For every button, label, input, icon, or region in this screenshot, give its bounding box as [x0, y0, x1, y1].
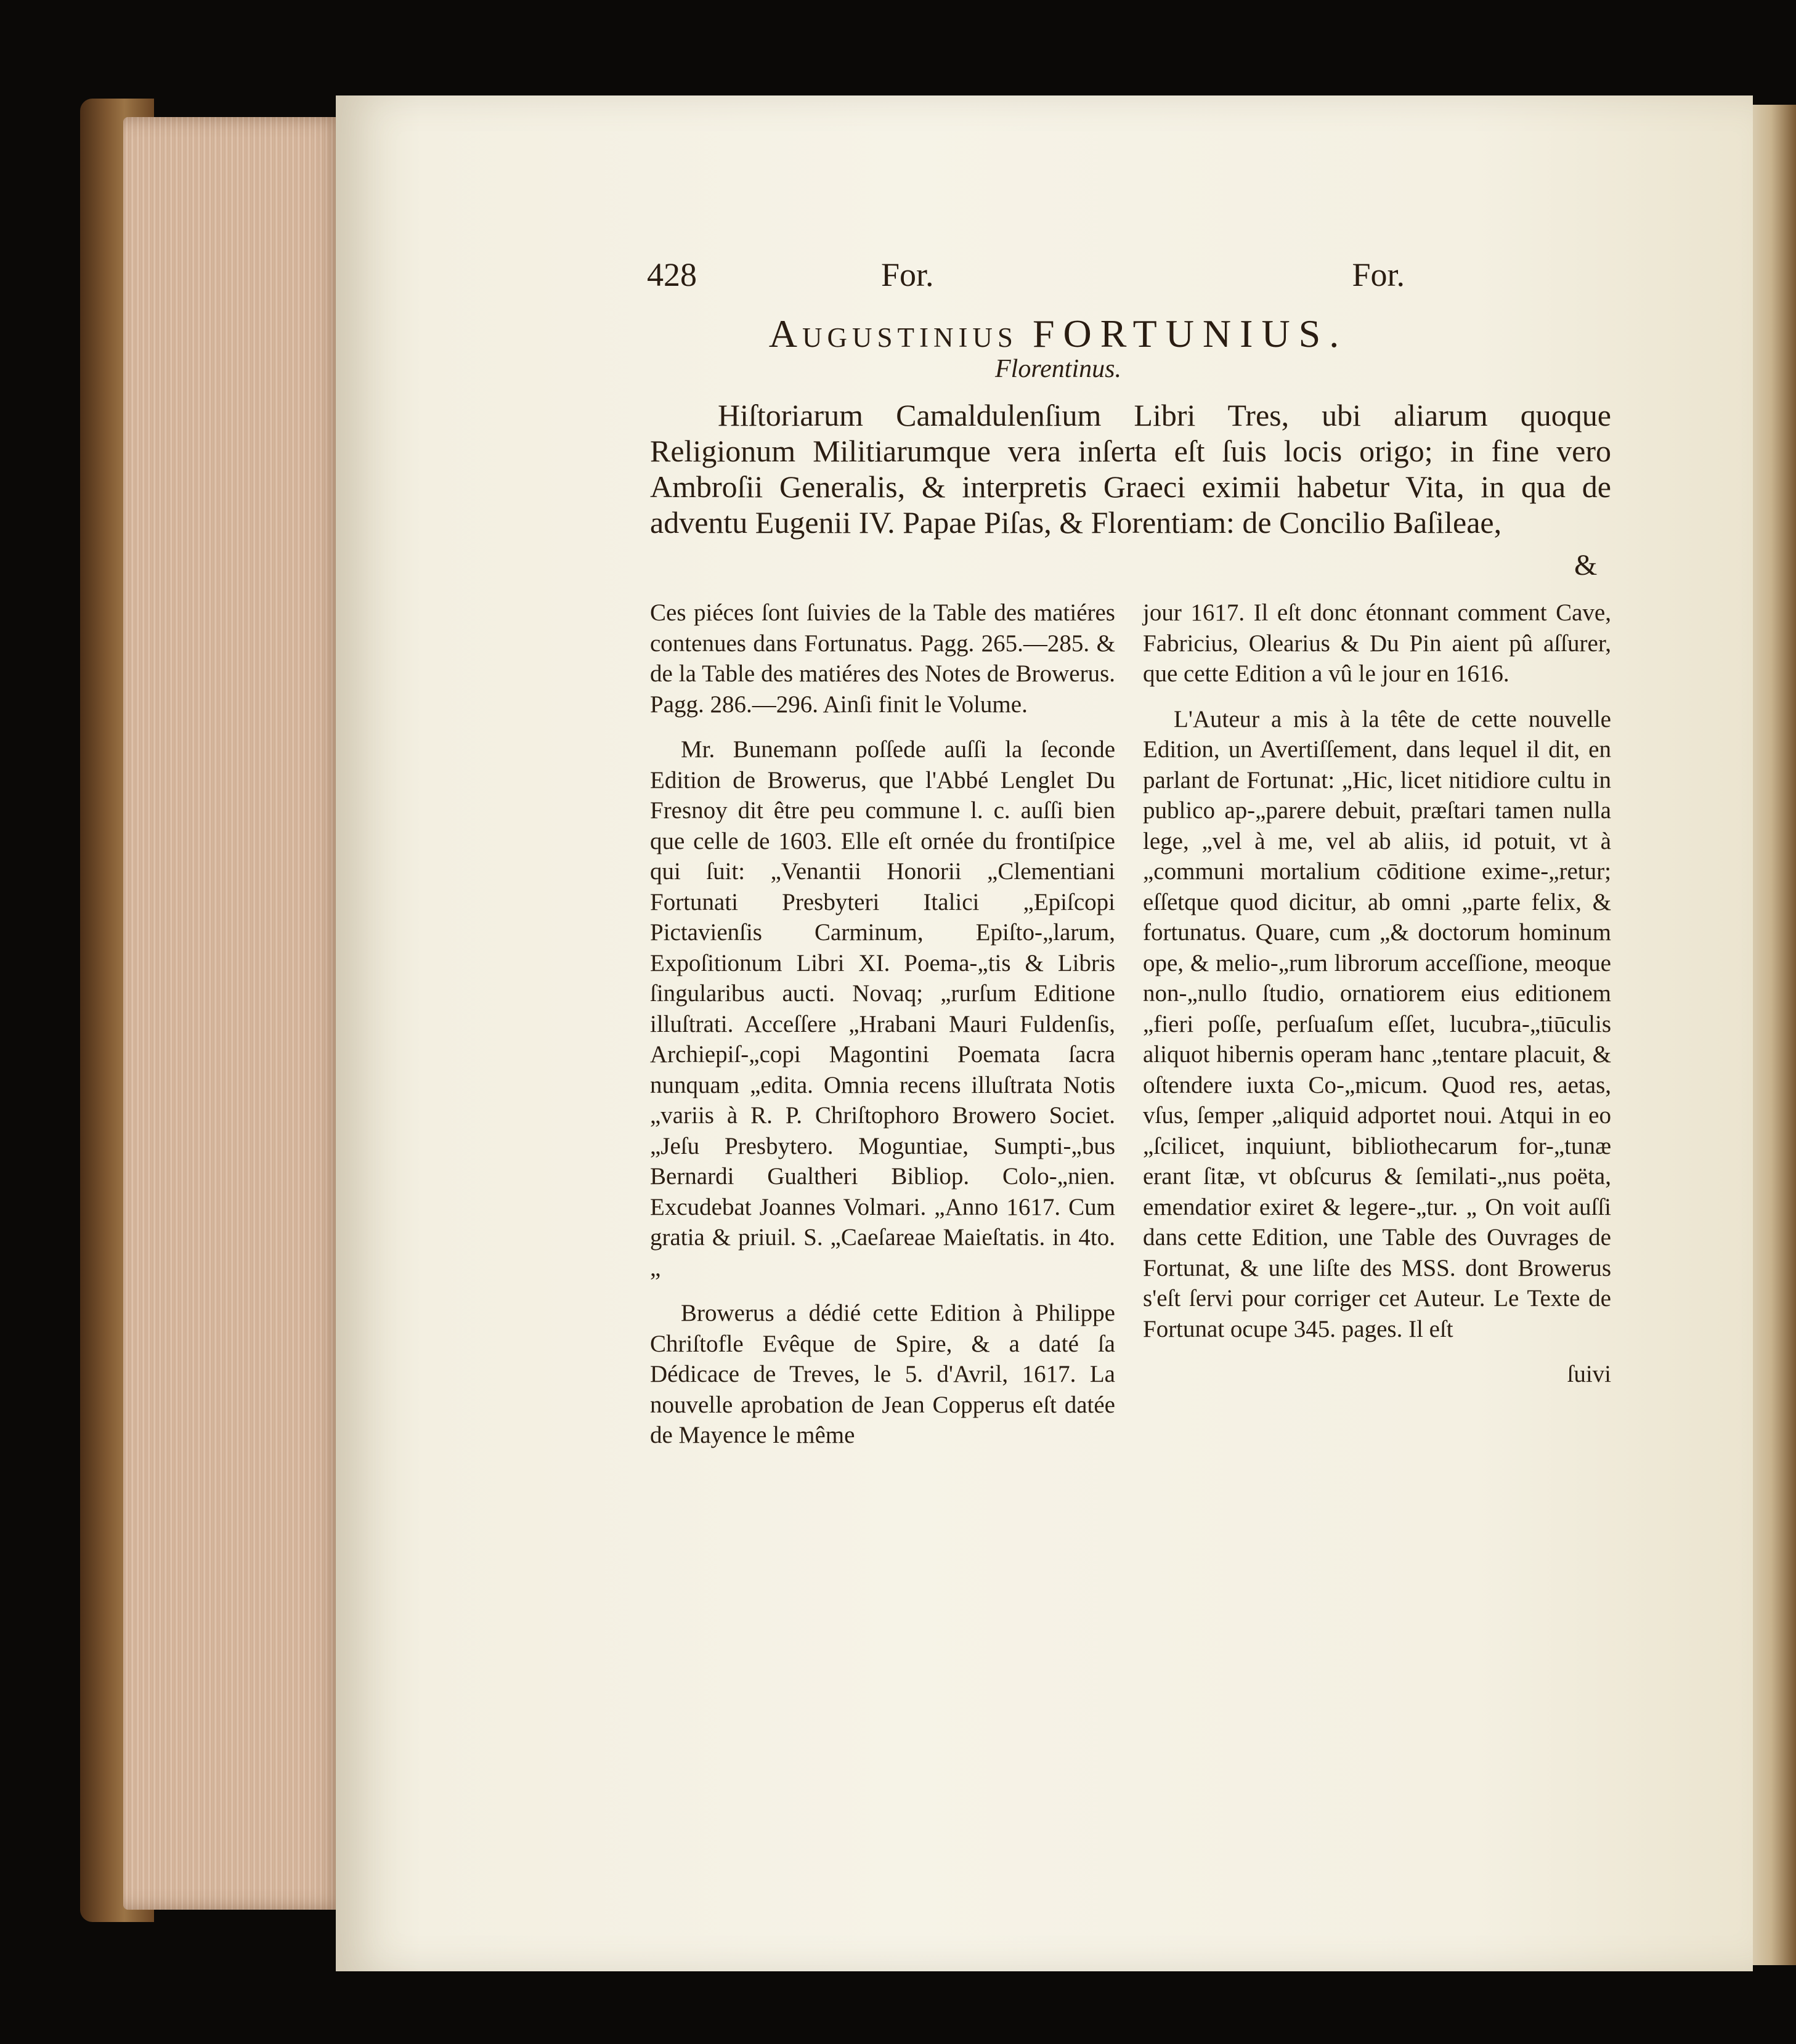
author-first-name: Augustinius	[768, 312, 1018, 355]
running-header	[647, 256, 1405, 305]
right-paragraph-2: L'Auteur a mis à la tête de cette nouvelle Edition, un Avertiſſement, dans lequel il dit, en parlant de Fortunat: „Hic, licet nitidiore cultu in publico ap-„parere debuit, præſtari tamen nulla lege, „vel à me, vel ab aliis, id potuit, vt à „communi mortalium cōditione exime-„retur; eſſetque quod dicitur, ab omni „parte felix, & fortunatus. Quare, cum „& doctorum hominum ope, & melio-„rum librorum acceſſione, meoque non-„nullo ſtudio, ornatiorem eius editionem „fieri poſſe, perſuaſum eſſet, lucubra-„tiūculis aliquot hibernis operam hanc „tentare placuit, & oſtendere iuxta Co-„micum. Quod res, aetas, vſus, ſemper „aliquid adportet noui. Atqui in eo „ſcilicet, inquiunt, bibliothecarum for-„tunæ erant ſitæ, vt obſcurus & ſemilati-„nus poëta, emendatior exiret & legere-„tur. „ On voit auſſi dans cette Edition, une Table des Ouvrages de Fortunat, & une liſte des MSS. dont Browerus s'eſt ſervi pour corriger cet Auteur. Le Texte de Fortunat ocupe 345. pages. Il eſt	[1143, 705, 1611, 1342]
author-heading	[647, 311, 1469, 357]
page-catchword: ſuivi	[1567, 1361, 1611, 1387]
left-paragraph-3: Browerus a dédié cette Edition à Philippe Chriſtofle Evêque de Spire, & a daté ſa Dédicace de Treves, le 5. d'Avril, 1617. La nouvelle aprobation de Jean Copperus eſt datée de Mayence le même	[650, 1300, 1115, 1448]
page-edges	[123, 117, 345, 1910]
book-title	[650, 397, 1611, 540]
page-number: 428	[647, 256, 697, 293]
left-column	[650, 598, 1115, 1466]
running-head-left: For.	[881, 256, 934, 293]
author-surname: FORTUNIUS.	[1032, 312, 1348, 355]
left-paragraph-1: Ces piéces ſont ſuivies de la Table des matiéres contenues dans Fortunatus. Pagg. 265.—285. & de la Table des matiéres des Notes de Browerus. Pagg. 286.—296. Ainſi finit le Volume.	[650, 599, 1115, 718]
left-paragraph-2: Mr. Bunemann poſſede auſſi la ſeconde Edition de Browerus, que l'Abbé Lenglet Du Fresnoy dit être peu commune l. c. auſſi bien que celle de 1603. Elle eſt ornée du frontiſpice qui ſuit: „Venantii Honorii „Clementiani Fortunati Presbyteri Italici „Epiſcopi Pictavienſis Carminum, Epiſto-„larum, Expoſitionum Libri XI. Poema-„tis & Libris ſingularibus aucti. Novaq; „rurſum Editione illuſtrati. Acceſſere „Hrabani Mauri Fuldenſis, Archiepiſ-„copi Magontini Poemata ſacra nunquam „edita. Omnia recens illuſtrata Notis „variis à R. P. Chriſtophoro Browero Societ. „Jeſu Presbytero. Moguntiae, Sumpti-„bus Bernardi Gualtheri Bibliop. Colo-„nien. Excudebat Joannes Volmari. „Anno 1617. Cum gratia & priuil. S. „Caeſareae Maieſtatis. in 4to. „	[650, 736, 1115, 1281]
book-title-text: Hiſtoriarum Camaldulenſium Libri Tres, ubi aliarum quoque Religionum Militiarumque vera inſerta eſt ſuis locis origo; in fine vero Ambroſii Generalis, & interpretis Graeci eximii habetur Vita, in qua de adventu Eugenii IV. Papae Piſas, & Florentiam: de Concilio Baſileae,	[650, 398, 1611, 540]
right-column	[1143, 598, 1611, 1390]
facing-page-edge	[1747, 105, 1796, 1965]
running-head-right: For.	[1352, 256, 1405, 293]
author-origin: Florentinus.	[995, 355, 1121, 383]
right-paragraph-1: jour 1617. Il eſt donc étonnant comment Cave, Fabricius, Olearius & Du Pin aient pû aſſurer, que cette Edition a vû le jour en 1616.	[1143, 599, 1611, 687]
title-catchword: &	[1574, 549, 1598, 582]
